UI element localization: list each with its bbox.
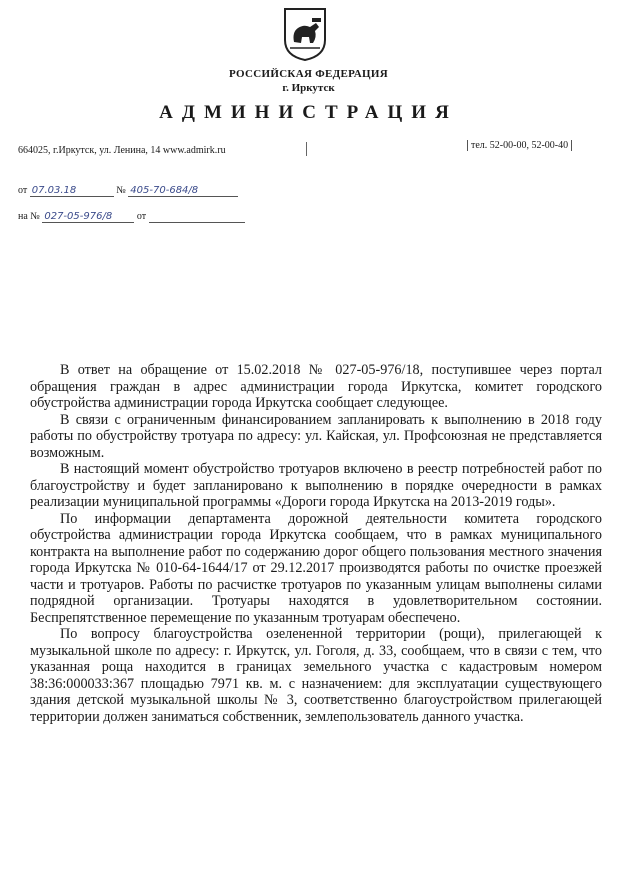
- reply-date-blank: [149, 212, 245, 223]
- reply-from-label: от: [136, 211, 147, 222]
- paragraph: В ответ на обращение от 15.02.2018 № 027-05-976/18, поступившее через портал обращения граждан в адрес администрации города Иркутска, комитет городского обустройства администрации города Иркутска сообщает следующее.: [30, 362, 602, 411]
- country-title: РОССИЙСКАЯ ФЕДЕРАЦИЯ: [229, 68, 388, 80]
- outgoing-reg-line: [18, 185, 238, 197]
- city-title: г. Иркутск: [282, 82, 335, 94]
- reply-number-label: на №: [18, 211, 40, 222]
- incoming-reg-line: [18, 211, 245, 223]
- paragraph: По информации департамента дорожной деятельности комитета городского обустройства администрации города Иркутска сообщаем, что в рамках муниципального контракта на выполнение работ по содержанию дорог общего пользования местного значения города Иркутска № 010-64-1644/17 от 29.12.2017 производятся работы по очистке проезжей части и тротуаров. Работы по расчистке тротуаров по указанным улицам выполнены силами подрядной организации. Тротуары находятся в удовлетворительном состоянии. Беспрепятственное перемещение по указанным тротуарам обеспечено.: [30, 510, 602, 626]
- paragraph: В связи с ограниченным финансированием запланировать к выполнению в 2018 году работы по обустройству тротуара по адресу: ул. Кайская, ул. Профсоюзная не представляется возможным.: [30, 411, 602, 461]
- address-line: 664025, г.Иркутск, ул. Ленина, 14 www.admirk.ru: [18, 145, 226, 156]
- from-label: от: [18, 185, 28, 196]
- phone-numbers: тел. 52-00-00, 52-00-40: [467, 140, 572, 151]
- number-label: №: [116, 185, 126, 196]
- outgoing-date: 07.03.18: [30, 185, 114, 197]
- letter-body: [30, 362, 602, 725]
- paragraph: По вопросу благоустройства озелененной территории (рощи), прилегающей к музыкальной школе по адресу: г. Иркутск, ул. Гоголя, д. 33, сообщаем, что в связи с тем, что указанная роща находится в границах земельного участка с кадастровым номером 38:36:000033:367 площадью 7971 кв. м. с назначением: для эксплуатации существующего здания детской музыкальной школы № 3, соответственно благоустройством прилегающей территории должен заниматься собственник, землепользователь данного участка.: [30, 626, 602, 725]
- paragraph: В настоящий момент обустройство тротуаров включено в реестр потребностей работ по благоустройству и будет запланировано к выполнению в порядке очередности в рамках реализации муниципальной программы «Дороги города Иркутска на 2013-2019 годы».: [30, 461, 602, 510]
- reply-number: 027-05-976/8: [42, 211, 134, 223]
- coat-of-arms-icon: [282, 6, 328, 62]
- outgoing-number: 405-70-684/8: [128, 185, 238, 197]
- header-divider: [306, 142, 307, 156]
- organization-title: АДМИНИСТРАЦИЯ: [159, 102, 458, 123]
